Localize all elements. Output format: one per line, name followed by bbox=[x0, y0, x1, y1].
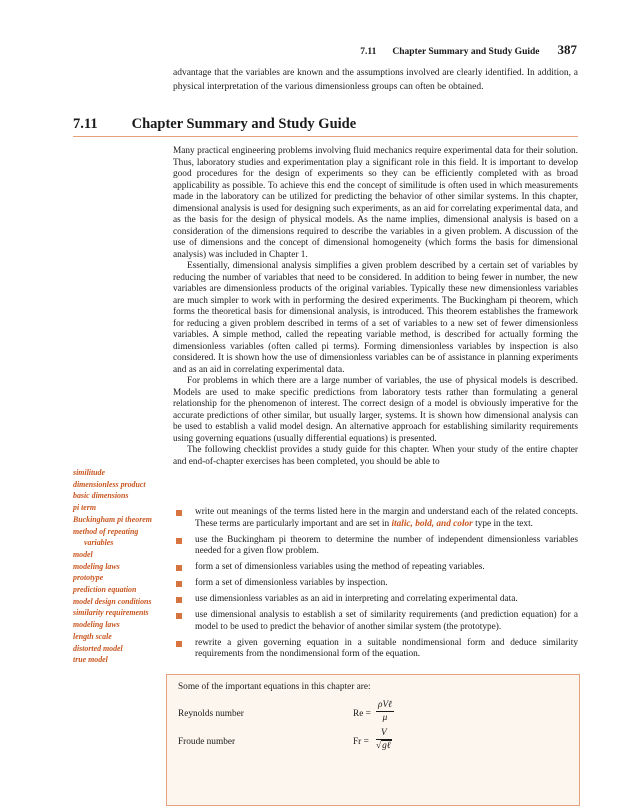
denominator bbox=[376, 740, 392, 753]
intro-paragraph: advantage that the variables are known and the assumptions involved are clearly identified. In addition, a physical interpretation of the various dimensionless groups can often be obtained. bbox=[173, 68, 578, 92]
study-checklist bbox=[173, 507, 578, 665]
margin-term: model bbox=[73, 549, 93, 559]
margin-term: model design conditions bbox=[73, 596, 152, 606]
running-header bbox=[360, 42, 577, 58]
checklist-item: use the Buckingham pi theorem to determine the number of independent dimensionless variables needed for a given flow problem. bbox=[173, 535, 578, 558]
margin-term: prediction equation bbox=[73, 585, 137, 595]
square-bullet-icon bbox=[176, 538, 182, 544]
square-root-icon: √ bbox=[376, 741, 382, 751]
checklist-item: form a set of dimensionless variables using the method of repeating variables. bbox=[173, 562, 578, 574]
paragraph: For problems in which there are a large number of variables, the use of physical models is described. Models are used to make specific predictions from laboratory tests rather than formulating a general relationship for the phenomenon of interest. The correct design of a model is obviously imperative for the accurate predictions of other similar, but usually larger, systems. It is shown how dimensional analysis can be used to establish a valid model design. An alternative approach for establishing similarity requirements using governing equations (usually differential equations) is presented. bbox=[173, 376, 578, 444]
margin-term: length scale bbox=[73, 631, 112, 641]
square-bullet-icon bbox=[176, 597, 182, 603]
checklist-item: use dimensionless variables as an aid in interpreting and correlating experimental data. bbox=[173, 594, 578, 606]
margin-term: dimensionless product bbox=[73, 479, 146, 489]
paragraph: Many practical engineering problems involving fluid mechanics require experimental data for their solution. Thus, laboratory studies and experimentation play a significant role in this field. It is important to develop good procedures for the design of experiments so they can be efficiently completed with as broad applicability as possible. To achieve this end the concept of similitude is often used in which measurements made in the laboratory can be utilized for predicting the behavior of other similar systems. In this chapter, dimensional analysis is used for designing such experiments, as an aid for correlating experimental data, and as the basis for the design of physical models. As the name implies, dimensional analysis is based on a consideration of the dimensions required to describe the variables in a given problem. A discussion of the use of dimensions and the concept of dimensional homogeneity (which forms the basis for dimensional analysis) was included in Chapter 1. bbox=[173, 146, 578, 260]
equation-name: Reynolds number bbox=[178, 709, 244, 719]
equation-name: Froude number bbox=[178, 737, 236, 747]
margin-term: modeling laws bbox=[73, 561, 120, 571]
radicand: gℓ bbox=[382, 741, 391, 751]
numerator: ρVℓ bbox=[378, 700, 393, 710]
margin-term: true model bbox=[73, 655, 108, 665]
margin-term: similarity requirements bbox=[73, 608, 149, 618]
fraction bbox=[376, 699, 394, 725]
section-rule bbox=[73, 136, 578, 137]
header-section-title: Chapter Summary and Study Guide bbox=[392, 47, 540, 57]
checklist-item: rewrite a given governing equation in a suitable nondimensional form and deduce similarity requirements from the nondimensional form of the equation. bbox=[173, 638, 578, 661]
square-bullet-icon bbox=[176, 565, 182, 571]
margin-term: distorted model bbox=[73, 643, 123, 653]
equation-lhs: Fr = bbox=[353, 737, 369, 747]
margin-term: similitude bbox=[73, 468, 106, 477]
denominator: μ bbox=[382, 713, 388, 723]
checklist-item: form a set of dimensionless variables by inspection. bbox=[173, 578, 578, 590]
square-bullet-icon bbox=[176, 613, 182, 619]
margin-term: pi term bbox=[73, 503, 97, 513]
equation-froude bbox=[178, 727, 568, 757]
emphasis-text: italic, bold, and color bbox=[391, 518, 473, 529]
margin-term: Buckingham pi theorem bbox=[73, 514, 152, 524]
page-number: 387 bbox=[557, 42, 577, 57]
paragraph: Essentially, dimensional analysis simplifies a given problem described by a certain set of variables by reducing the number of variables that need to be considered. In addition to being fewer in number, the new variables are dimensionless products of the original variables. Typically these new dimensionless variables are much simpler to work with in performing the desired experiments. The Buckingham pi theorem, which forms the theoretical basis for dimensional analysis, is introduced. This theorem establishes the framework for reducing a given problem described in terms of a set of variables to a new set of fewer dimensionless variables. A simple method, called the repeating variable method, is described for actually forming the dimensionless variables (often called pi terms). Forming dimensionless variables by inspection is also considered. It is shown how the use of dimensionless variables can be of assistance in planning experiments and as an aid in correlating experimental data. bbox=[173, 261, 578, 375]
paragraph: The following checklist provides a study guide for this chapter. When your study of the entire chapter and end-of-chapter exercises has been completed, you should be able to bbox=[173, 445, 578, 467]
fraction bbox=[376, 727, 392, 753]
checklist-item: write out meanings of the terms listed here in the margin and understand each of the related concepts. These terms are particularly important and are set in italic, bold, and color type in the text. bbox=[173, 507, 578, 530]
numerator: V bbox=[376, 727, 392, 740]
square-bullet-icon bbox=[176, 510, 182, 516]
margin-term: prototype bbox=[73, 573, 104, 583]
margin-term: variables bbox=[84, 538, 114, 548]
header-section-number: 7.11 bbox=[360, 47, 377, 57]
section-number: 7.11 bbox=[73, 116, 98, 132]
margin-term: method of repeating bbox=[73, 526, 139, 536]
square-bullet-icon bbox=[176, 581, 182, 587]
equation-lhs: Re = bbox=[353, 709, 371, 719]
section-heading bbox=[73, 116, 356, 133]
equation-reynolds bbox=[178, 699, 568, 729]
body-text bbox=[173, 146, 578, 468]
equations-box bbox=[166, 674, 580, 806]
margin-term: modeling laws bbox=[73, 620, 120, 630]
section-title: Chapter Summary and Study Guide bbox=[131, 116, 357, 132]
margin-terms-list bbox=[73, 467, 173, 666]
equations-title: Some of the important equations in this chapter are: bbox=[178, 682, 371, 692]
square-bullet-icon bbox=[176, 641, 182, 647]
margin-term: basic dimensions bbox=[73, 491, 129, 501]
checklist-item: use dimensional analysis to establish a set of similarity requirements (and prediction equation) for a model to be used to predict the behavior of another similar system (the prototype). bbox=[173, 610, 578, 633]
